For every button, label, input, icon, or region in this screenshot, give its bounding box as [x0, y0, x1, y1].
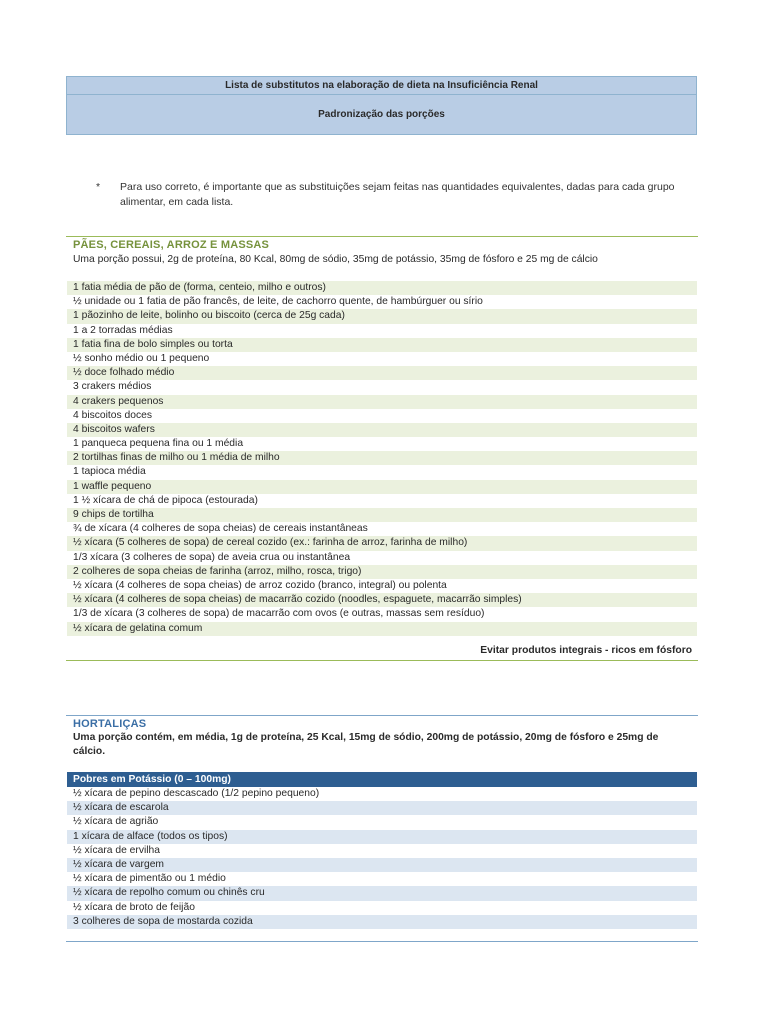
list-item: ¾ de xícara (4 colheres de sopa cheias) de cereais instantâneas	[67, 522, 697, 536]
list-item: 1 pãozinho de leite, bolinho ou biscoito (cerca de 25g cada)	[67, 309, 697, 323]
section-divider	[66, 941, 698, 942]
list-item: 1 tapioca média	[67, 465, 697, 479]
list-item: 1/3 de xícara (3 colheres de sopa) de macarrão com ovos (e outras, massas sem resíduo)	[67, 607, 697, 621]
note-text: Para uso correto, é importante que as substituições sejam feitas nas quantidades equivalentes, dadas para cada grupo alimentar, em cada lista.	[120, 181, 675, 208]
list-item: ½ xícara de gelatina comum	[67, 622, 697, 636]
hortalicas-list	[67, 787, 697, 929]
list-item: ½ xícara (5 colheres de sopa) de cereal cozido (ex.: farinha de arroz, farinha de milho)	[67, 536, 697, 550]
section-divider	[66, 715, 698, 716]
section-title-paes: PÃES, CEREAIS, ARROZ E MASSAS	[73, 239, 270, 251]
list-item: ½ sonho médio ou 1 pequeno	[67, 352, 697, 366]
list-item: ½ xícara de ervilha	[67, 844, 697, 858]
list-item: 3 colheres de sopa de mostarda cozida	[67, 915, 697, 929]
section-description-hortalicas: Uma porção contém, em média, 1g de proteína, 25 Kcal, 15mg de sódio, 200mg de potássio, 20mg de fósforo e 25mg de cálcio.	[73, 732, 659, 757]
list-item: 4 crakers pequenos	[67, 395, 697, 409]
list-item: 1 ½ xícara de chá de pipoca (estourada)	[67, 494, 697, 508]
list-item: 1 fatia média de pão de (forma, centeio, milho e outros)	[67, 281, 697, 295]
list-item: 1 xícara de alface (todos os tipos)	[67, 830, 697, 844]
list-item: 2 colheres de sopa cheias de farinha (arroz, milho, rosca, trigo)	[67, 565, 697, 579]
list-item: ½ xícara de broto de feijão	[67, 901, 697, 915]
list-item: 4 biscoitos doces	[67, 409, 697, 423]
list-item: 1 a 2 torradas médias	[67, 324, 697, 338]
list-item: ½ xícara de repolho comum ou chinês cru	[67, 886, 697, 900]
warning-note: Evitar produtos integrais - ricos em fósforo	[480, 645, 692, 656]
list-item: ½ unidade ou 1 fatia de pão francês, de leite, de cachorro quente, de hambúrguer ou sírio	[67, 295, 697, 309]
section-divider	[66, 236, 698, 237]
section-description-paes: Uma porção possui, 2g de proteína, 80 Kcal, 80mg de sódio, 35mg de potássio, 35mg de fósforo e 25 mg de cálcio	[73, 254, 598, 265]
list-item: ½ doce folhado médio	[67, 366, 697, 380]
list-item: 9 chips de tortilha	[67, 508, 697, 522]
list-item: ½ xícara (4 colheres de sopa cheias) de macarrão cozido (noodles, espaguete, macarrão simples)	[67, 593, 697, 607]
list-item: 2 tortilhas finas de milho ou 1 média de milho	[67, 451, 697, 465]
list-item: ½ xícara de agrião	[67, 815, 697, 829]
document-subtitle: Padronização das porções	[318, 109, 445, 120]
group-header: Pobres em Potássio (0 – 100mg)	[67, 772, 697, 787]
list-item: ½ xícara de vargem	[67, 858, 697, 872]
list-item: ½ xícara (4 colheres de sopa cheias) de arroz cozido (branco, integral) ou polenta	[67, 579, 697, 593]
list-item: ½ xícara de escarola	[67, 801, 697, 815]
section-title-hortalicas: HORTALIÇAS	[73, 718, 147, 730]
note-bullet: *	[96, 181, 101, 193]
list-item: 1 waffle pequeno	[67, 480, 697, 494]
header-divider	[67, 94, 696, 95]
list-item: 4 biscoitos wafers	[67, 423, 697, 437]
section-divider	[66, 660, 698, 661]
paes-list	[67, 281, 697, 636]
list-item: 3 crakers médios	[67, 380, 697, 394]
list-item: ½ xícara de pepino descascado (1/2 pepino pequeno)	[67, 787, 697, 801]
list-item: 1/3 xícara (3 colheres de sopa) de aveia crua ou instantânea	[67, 551, 697, 565]
document-title: Lista de substitutos na elaboração de dieta na Insuficiência Renal	[225, 80, 538, 91]
header-box	[66, 76, 697, 135]
list-item: 1 panqueca pequena fina ou 1 média	[67, 437, 697, 451]
usage-note	[96, 180, 696, 210]
list-item: 1 fatia fina de bolo simples ou torta	[67, 338, 697, 352]
list-item: ½ xícara de pimentão ou 1 médio	[67, 872, 697, 886]
